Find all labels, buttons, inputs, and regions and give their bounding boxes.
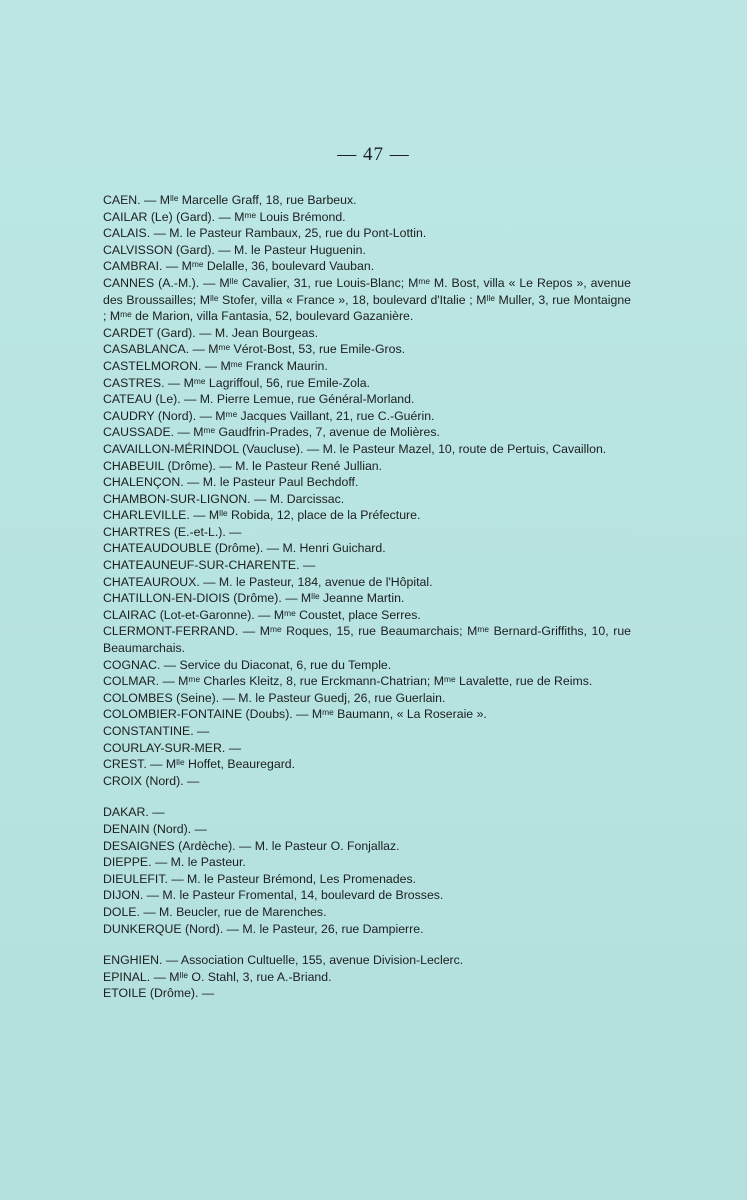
directory-list [103, 192, 631, 1002]
directory-entry-caussade: CAUSSADE. — Mᵐᵉ Gaudfrin-Prades, 7, avenue de Molières. [103, 425, 440, 440]
directory-entry-castres: CASTRES. — Mᵐᵉ Lagriffoul, 56, rue Emile-Zola. [103, 375, 370, 390]
directory-entry-desaignes: DESAIGNES (Ardèche). — M. le Pasteur O. Fonjallaz. [103, 838, 400, 853]
directory-entry-croix: CROIX (Nord). — [103, 773, 200, 788]
directory-entry-charleville: CHARLEVILLE. — Mˡˡᵉ Robida, 12, place de la Préfecture. [103, 508, 421, 523]
directory-entry-dieulefit: DIEULEFIT. — M. le Pasteur Brémond, Les Promenades. [103, 871, 417, 886]
directory-entry-chateaudouble: CHATEAUDOUBLE (Drôme). — M. Henri Guichard. [103, 541, 386, 556]
directory-entry-constantine: CONSTANTINE. — [103, 724, 210, 738]
directory-entry-cailar: CAILAR (Le) (Gard). — Mᵐᵉ Louis Brémond. [103, 209, 346, 224]
directory-entry-chatillon-en-diois: CHATILLON-EN-DIOIS (Drôme). — Mˡˡᵉ Jeanne Martin. [103, 591, 405, 606]
directory-entry-dijon: DIJON. — M. le Pasteur Fromental, 14, boulevard de Brosses. [103, 888, 444, 903]
directory-entry-caen: CAEN. — Mˡˡᵉ Marcelle Graff, 18, rue Barbeux. [103, 193, 357, 207]
directory-entry-cognac: COGNAC. — Service du Diaconat, 6, rue du Temple. [103, 657, 392, 672]
directory-entry-colombes: COLOMBES (Seine). — M. le Pasteur Guedj, 26, rue Guerlain. [103, 690, 446, 705]
directory-entry-caudry: CAUDRY (Nord). — Mᵐᵉ Jacques Vaillant, 21, rue C.-Guérin. [103, 408, 435, 423]
directory-entry-cardet: CARDET (Gard). — M. Jean Bourgeas. [103, 325, 319, 340]
directory-entry-denain: DENAIN (Nord). — [103, 821, 207, 836]
directory-entry-colmar: COLMAR. — Mᵐᵉ Charles Kleitz, 8, rue Erckmann-Chatrian; Mᵐᵉ Lavalette, rue de Reims. [103, 674, 593, 689]
directory-entry-epinal: EPINAL. — Mˡˡᵉ O. Stahl, 3, rue A.-Briand. [103, 969, 332, 984]
directory-entry-chartres: CHARTRES (E.-et-L.). — [103, 524, 242, 539]
directory-entry-cambrai: CAMBRAI. — Mᵐᵉ Delalle, 36, boulevard Vauban. [103, 259, 375, 274]
directory-entry-chalencon: CHALENÇON. — M. le Pasteur Paul Bechdoff. [103, 475, 359, 490]
directory-entry-etoile: ETOILE (Drôme). — [103, 986, 215, 1001]
directory-entry-crest: CREST. — Mˡˡᵉ Hoffet, Beauregard. [103, 757, 296, 772]
directory-entry-cavaillon-merindol: CAVAILLON-MÉRINDOL (Vaucluse). — M. le Pasteur Mazel, 10, route de Pertuis, Cavaillon. [103, 441, 607, 456]
directory-entry-courlay-sur-mer: COURLAY-SUR-MER. — [103, 740, 242, 755]
directory-entry-chateauroux: CHATEAUROUX. — M. le Pasteur, 184, avenue de l'Hôpital. [103, 574, 433, 589]
directory-entry-cannes: CANNES (A.-M.). — Mˡˡᵉ Cavalier, 31, rue Louis-Blanc; Mᵐᵉ M. Bost, villa « Le Repos », avenue des Broussailles; Mˡˡᵉ Stofer, villa « France », 18, boulevard d'Italie ; Mˡˡᵉ Muller, 3, rue Montaigne ; Mᵐᵉ de Marion, villa Fantasia, 52, boulevard Gazanière. [103, 275, 631, 324]
directory-entry-chateauneuf-sur-charente: CHATEAUNEUF-SUR-CHARENTE. — [103, 558, 316, 573]
directory-entry-colombier-fontaine: COLOMBIER-FONTAINE (Doubs). — Mᵐᵉ Baumann, « La Roseraie ». [103, 707, 487, 722]
directory-entry-dieppe: DIEPPE. — M. le Pasteur. [103, 855, 246, 870]
directory-entry-cateau: CATEAU (Le). — M. Pierre Lemue, rue Général-Morland. [103, 392, 415, 407]
directory-entry-enghien: ENGHIEN. — Association Cultuelle, 155, avenue Division-Leclerc. [103, 953, 464, 968]
directory-entry-clermont-ferrand: CLERMONT-FERRAND. — Mᵐᵉ Roques, 15, rue Beaumarchais; Mᵐᵉ Bernard-Griffiths, 10, rue Beaumarchais. [103, 624, 631, 656]
directory-entry-castelmoron: CASTELMORON. — Mᵐᵉ Franck Maurin. [103, 358, 328, 373]
directory-entry-dole: DOLE. — M. Beucler, rue de Marenches. [103, 904, 327, 919]
directory-entry-chambon-sur-lignon: CHAMBON-SUR-LIGNON. — M. Darcissac. [103, 491, 345, 506]
directory-entry-casablanca: CASABLANCA. — Mᵐᵉ Vérot-Bost, 53, rue Emile-Gros. [103, 342, 406, 357]
directory-entry-dunkerque: DUNKERQUE (Nord). — M. le Pasteur, 26, rue Dampierre. [103, 921, 424, 936]
directory-entry-chabeuil: CHABEUIL (Drôme). — M. le Pasteur René Jullian. [103, 458, 383, 473]
section-gap [103, 789, 631, 804]
section-gap [103, 937, 631, 952]
directory-entry-dakar: DAKAR. — [103, 805, 165, 820]
directory-entry-calais: CALAIS. — M. le Pasteur Rambaux, 25, rue du Pont-Lottin. [103, 226, 427, 241]
page-number: — 47 — [337, 144, 410, 165]
directory-entry-clairac: CLAIRAC (Lot-et-Garonne). — Mᵐᵉ Coustet, place Serres. [103, 607, 421, 622]
directory-entry-calvisson: CALVISSON (Gard). — M. le Pasteur Huguenin. [103, 242, 366, 257]
